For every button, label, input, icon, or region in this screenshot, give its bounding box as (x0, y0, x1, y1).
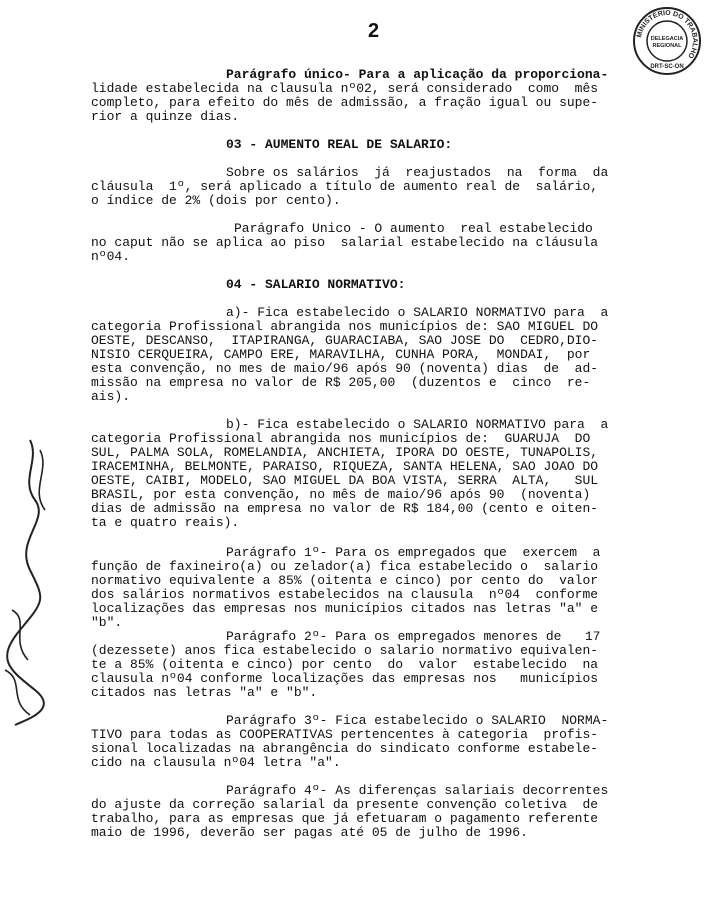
text-line: Parágrafo 2º- Para os empregados menores de 17 (226, 629, 601, 644)
stamp-center-line2: REGIONAL (652, 43, 682, 49)
text-line: BRASIL, por esta convenção, no mês de maio/96 após 90 (noventa) (91, 487, 591, 502)
text-line: ta e quatro reais). (91, 515, 240, 530)
text-line: Parágrafo único- Para a aplicação da proporciona- (226, 67, 609, 82)
text-line: Parágrafo 1º- Para os empregados que exercem a (226, 545, 601, 560)
text-line: categoria Profissional abrangida nos municípios de: GUARUJA DO (91, 431, 591, 446)
text-line: trabalho, para as empresas que já efetuaram o pagamento referente (91, 811, 599, 826)
text-line: função de faxineiro(a) ou zelador(a) fica estabelecido o salario (91, 559, 599, 574)
text-line: normativo equivalente a 85% (oitenta e cinco) por cento do valor (91, 573, 599, 588)
text-line: completo, para efeito do mês de admissão, a fração igual ou supe- (91, 95, 599, 110)
text-line: categoria Profissional abrangida nos municípios de: SAO MIGUEL DO (91, 319, 599, 334)
text-line: lidade estabelecida na clausula nº02, será considerado como mês (91, 81, 599, 96)
section-heading: 04 - SALARIO NORMATIVO: (226, 277, 406, 292)
text-line: Parágrafo Unico - O aumento real estabelecido (234, 221, 593, 236)
text-line: clausula nº04 conforme localizações das empresas nos municípios (91, 671, 599, 686)
text-line: missão na empresa no valor de R$ 205,00 (duzentos e cinco re- (91, 375, 591, 390)
text-line: OESTE, CAIBI, MODELO, SAO MIGUEL DA BOA VISTA, SERRA ALTA, SUL (91, 473, 599, 488)
text-line: Parágrafo 4º- As diferenças salariais decorrentes (226, 783, 609, 798)
text-line: nº04. (91, 249, 131, 264)
text-line: SUL, PALMA SOLA, ROMELANDIA, ANCHIETA, IPORA DO OESTE, TUNAPOLIS, (91, 445, 599, 460)
stamp-center-line1: DELEGACIA (650, 36, 684, 42)
text-line: TIVO para todas as COOPERATIVAS pertencentes à categoria profis- (91, 727, 599, 742)
text-line: o índice de 2% (dois por cento). (91, 193, 341, 208)
text-line: sional localizadas na abrangência do sindicato conforme estabele- (91, 741, 599, 756)
text-line: dias de admissão na empresa no valor de R$ 184,00 (cento e oiten- (91, 501, 599, 516)
text-line: cláusula 1º, será aplicado a título de aumento real de salário, (91, 179, 599, 194)
text-line: localizações das empresas nos municípios citados nas letras "a" e (91, 601, 599, 616)
ministry-stamp (632, 6, 702, 76)
text-line: ais). (91, 389, 131, 404)
text-line: dos salários normativos estabelecidos na clausula nº04 conforme (91, 587, 599, 602)
text-line: "b". (91, 615, 123, 630)
text-line: OESTE, DESCANSO, ITAPIRANGA, GUARACIABA, SAO JOSE DO CEDRO,DIO- (91, 333, 599, 348)
text-line: cido na clausula nº04 letra "a". (91, 755, 341, 770)
text-line: do ajuste da correção salarial da presente convenção coletiva de (91, 797, 599, 812)
text-line: b)- Fica estabelecido o SALARIO NORMATIVO para a (226, 417, 609, 432)
text-line: no caput não se aplica ao piso salarial estabelecido na cláusula (91, 235, 599, 250)
text-line: maio de 1996, deverão ser pagas até 05 de julho de 1996. (91, 825, 528, 840)
text-line: NISIO CERQUEIRA, CAMPO ERE, MARAVILHA, CUNHA PORA, MONDAI, por (91, 347, 591, 362)
text-line: a)- Fica estabelecido o SALARIO NORMATIVO para a (226, 305, 609, 320)
handwritten-signature (0, 430, 60, 730)
text-line: te a 85% (oitenta e cinco) por cento do valor estabelecido na (91, 657, 599, 672)
text-line: rior a quinze dias. (91, 109, 240, 124)
text-line: esta convenção, no mes de maio/96 após 90 (noventa) dias de ad- (91, 361, 599, 376)
text-line: (dezessete) anos fica estabelecido o salario normativo equivalen- (91, 643, 599, 658)
text-line: Sobre os salários já reajustados na forma da (226, 165, 609, 180)
text-line: Parágrafo 3º- Fica estabelecido o SALARIO NORMA- (226, 713, 609, 728)
page-number: 2 (368, 20, 380, 42)
stamp-ring-text: MINISTÉRIO DO TRABALHO (636, 9, 699, 60)
text-line: IRACEMINHA, BELMONTE, PARAISO, RIQUEZA, SANTA HELENA, SAO JOAO DO (91, 459, 599, 474)
section-heading: 03 - AUMENTO REAL DE SALARIO: (226, 137, 453, 152)
text-line: citados nas letras "a" e "b". (91, 685, 318, 700)
stamp-ring-bottom: DRT-SC-ON (650, 64, 684, 70)
